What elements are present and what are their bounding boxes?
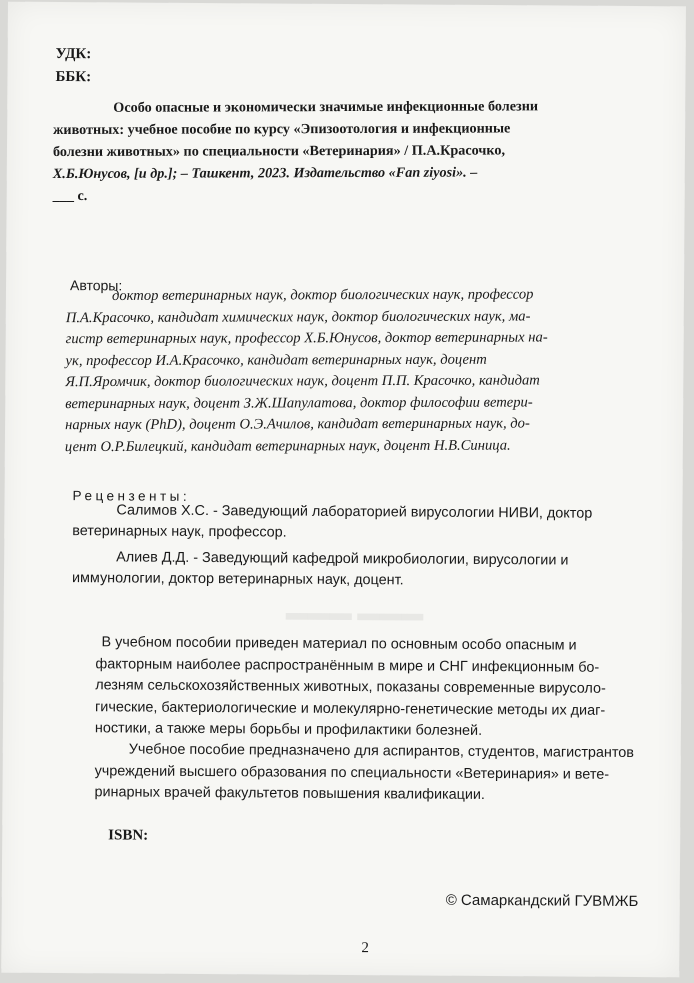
authors-list (65, 283, 656, 459)
annotation-line: гические, бактериологические и молекулярно-генетические методы их диаг- (95, 698, 606, 719)
biblio-line: болезни животных» по специальности «Ветеринария» / П.А.Красочко, (52, 142, 506, 161)
copyright-notice: © Самаркандский ГУВМЖБ (445, 891, 639, 911)
annotation-line: Учебное пособие предназначено для аспирантов, студентов, магистрантов (128, 741, 635, 762)
isbn-label: ISBN: (108, 827, 149, 844)
udk-label: УДК: (55, 45, 92, 63)
annotation-line: ностики, а также меры борьбы и профилактики болезней. (94, 720, 483, 739)
authors-line: нарных наук (PhD), доцент О.Э.Ачилов, кандидат ветеринарных наук, до- (65, 415, 530, 434)
authors-line: гистр ветеринарных наук, профессор Х.Б.Юнусов, доктор ветеринарных на- (65, 329, 548, 348)
annotation-paragraph-1 (95, 632, 658, 743)
reviewer-1-line-2: ветеринарных наук, профессор. (72, 523, 287, 541)
reviewer-1-line-1: Салимов Х.С. - Заведующий лабораторией вирусологии НИВИ, доктор (116, 502, 593, 522)
biblio-line: Х.Б.Юнусов, [и др.]; – Ташкент, 2023. Издательство «Fan ziyosi». – (52, 164, 478, 183)
authors-line: П.А.Красочко, кандидат химических наук, доктор биологических наук, ма- (65, 308, 531, 326)
page-number: 2 (361, 940, 369, 957)
bbk-label: ББК: (55, 68, 92, 86)
reviewer-2-line-2: иммунологии, доктор ветеринарных наук, доцент. (71, 570, 404, 589)
authors-line: доктор ветеринарных наук, доктор биологических наук, профессор (111, 286, 534, 304)
authors-line: ветеринарных наук, доцент З.Ж.Шапулатова, доктор философии ветери- (65, 393, 533, 412)
annotation-line: ринарных врачей факультетов повышения квалификации. (94, 784, 486, 803)
document-page (1, 2, 686, 978)
biblio-line: ___ с. (52, 187, 88, 205)
reviewer-2-line-1: Алиев Д.Д. - Заведующий кафедрой микробиологии, вирусологии и (116, 549, 569, 569)
authors-line: Я.П.Яромчик, доктор биологических наук, доцент П.П. Красочко, кандидат (65, 372, 540, 391)
biblio-line: Особо опасные и экономически значимые инфекционные болезни (113, 98, 539, 116)
reviewers-label: Рецензенты: (72, 488, 191, 504)
bibliographic-description (53, 94, 648, 208)
bleed-through-mark: ▬▬▬ ▬▬▬ (285, 599, 424, 626)
authors-line: ук, профессор И.А.Красочко, кандидат ветеринарных наук, доцент (65, 351, 487, 369)
annotation-paragraph-2 (94, 739, 656, 807)
authors-line: цент О.Р.Билецкий, кандидат ветеринарных наук, доцент Н.В.Синица. (64, 437, 511, 455)
annotation-line: лезням сельскохозяйственных животных, показаны современные вирусоло- (95, 677, 606, 697)
annotation-line: факторным наиболее распространённым в мире и СНГ инфекционным бо- (95, 655, 600, 676)
annotation-line: В учебном пособии приведен материал по основным особо опасным и (101, 634, 577, 654)
biblio-line: животных: учебное пособие по курсу «Эпизоотология и инфекционные (53, 120, 511, 139)
authors-label: Авторы: (69, 277, 123, 294)
annotation-line: учреждений высшего образования по специальности «Ветеринария» и вете- (94, 762, 610, 783)
